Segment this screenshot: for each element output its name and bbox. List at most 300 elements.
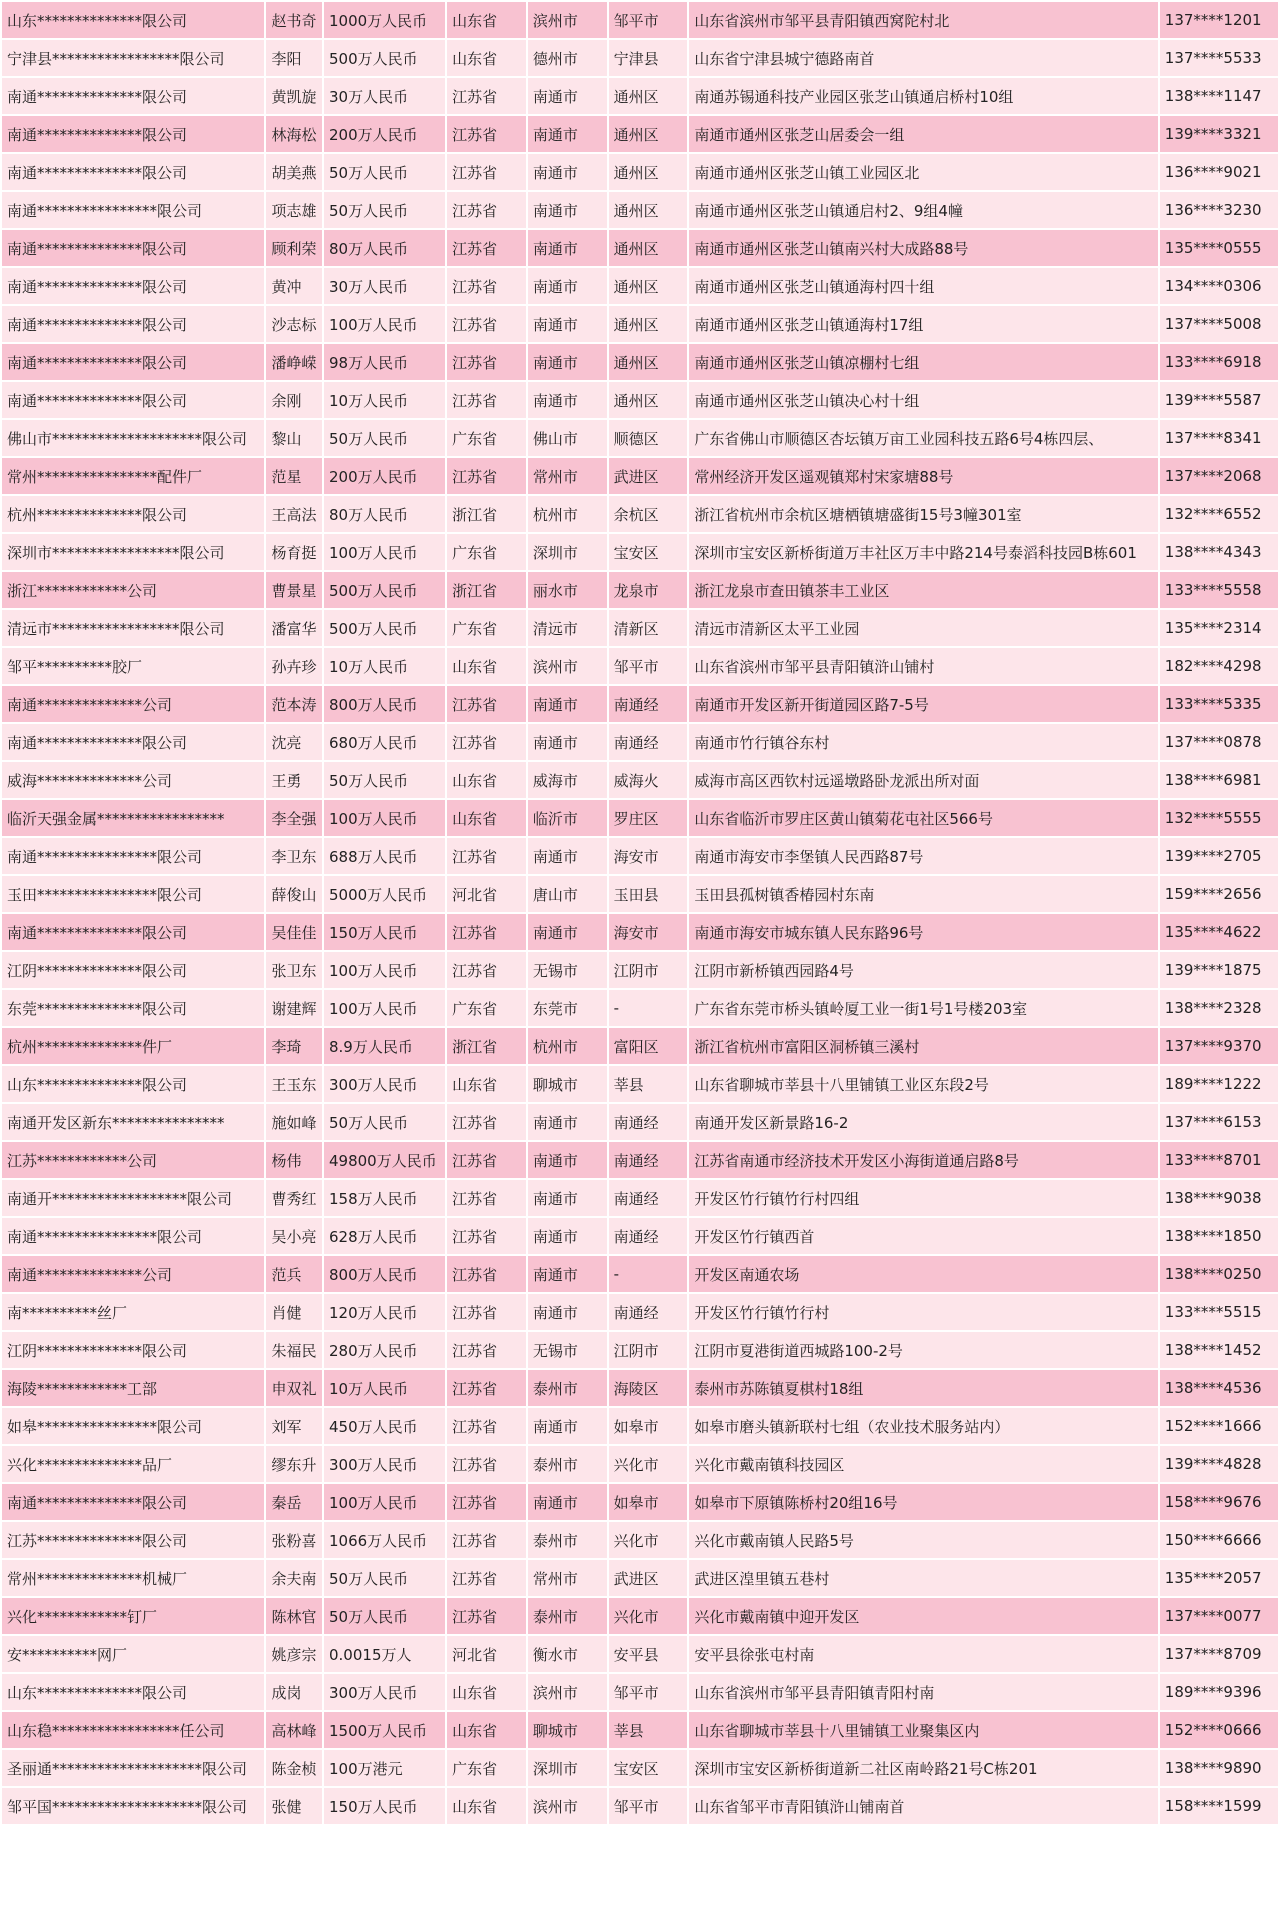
table-row	[2, 572, 1278, 608]
district-cell: 龙泉市	[609, 572, 688, 608]
district-cell: 兴化市	[609, 1598, 688, 1634]
city-cell: 南通市	[528, 1142, 607, 1178]
province-cell: 山东省	[447, 648, 526, 684]
district-cell: 南通经	[609, 1294, 688, 1330]
city-cell: 无锡市	[528, 952, 607, 988]
province-cell: 江苏省	[447, 192, 526, 228]
company-name-cell: 圣丽通********************限公司	[2, 1750, 264, 1786]
address-cell: 武进区湟里镇五巷村	[689, 1560, 1157, 1596]
phone-cell: 138****4536	[1160, 1370, 1278, 1406]
province-cell: 山东省	[447, 1712, 526, 1748]
registered-capital-cell: 50万人民币	[324, 192, 445, 228]
address-cell: 安平县徐张屯村南	[689, 1636, 1157, 1672]
address-cell: 南通市竹行镇谷东村	[689, 724, 1157, 760]
phone-cell: 133****6918	[1160, 344, 1278, 380]
district-cell: 通州区	[609, 230, 688, 266]
table-row	[2, 1218, 1278, 1254]
contact-name-cell: 吴小亮	[266, 1218, 322, 1254]
province-cell: 江苏省	[447, 382, 526, 418]
province-cell: 江苏省	[447, 78, 526, 114]
district-cell: 顺德区	[609, 420, 688, 456]
district-cell: 莘县	[609, 1066, 688, 1102]
table-row	[2, 1332, 1278, 1368]
registered-capital-cell: 300万人民币	[324, 1674, 445, 1710]
district-cell: 清新区	[609, 610, 688, 646]
district-cell: 江阴市	[609, 952, 688, 988]
contact-name-cell: 成岗	[266, 1674, 322, 1710]
contact-name-cell: 范星	[266, 458, 322, 494]
company-name-cell: 南通****************限公司	[2, 1218, 264, 1254]
company-name-cell: 宁津县*****************限公司	[2, 40, 264, 76]
address-cell: 广东省佛山市顺德区杏坛镇万亩工业园科技五路6号4栋四层、	[689, 420, 1157, 456]
table-row	[2, 1408, 1278, 1444]
company-name-cell: 兴化************钉厂	[2, 1598, 264, 1634]
district-cell: 兴化市	[609, 1522, 688, 1558]
phone-cell: 138****4343	[1160, 534, 1278, 570]
registered-capital-cell: 5000万人民币	[324, 876, 445, 912]
province-cell: 江苏省	[447, 914, 526, 950]
registered-capital-cell: 150万人民币	[324, 1788, 445, 1824]
district-cell: 南通经	[609, 686, 688, 722]
table-row	[2, 268, 1278, 304]
company-name-cell: 山东**************限公司	[2, 2, 264, 38]
city-cell: 南通市	[528, 116, 607, 152]
phone-cell: 137****0077	[1160, 1598, 1278, 1634]
district-cell: 通州区	[609, 154, 688, 190]
company-name-cell: 南**********丝厂	[2, 1294, 264, 1330]
phone-cell: 182****4298	[1160, 648, 1278, 684]
registered-capital-cell: 500万人民币	[324, 40, 445, 76]
address-cell: 如皋市下原镇陈桥村20组16号	[689, 1484, 1157, 1520]
company-name-cell: 邹平**********胶厂	[2, 648, 264, 684]
address-cell: 江苏省南通市经济技术开发区小海街道通启路8号	[689, 1142, 1157, 1178]
registered-capital-cell: 30万人民币	[324, 78, 445, 114]
contact-name-cell: 赵书奇	[266, 2, 322, 38]
contact-name-cell: 沈亮	[266, 724, 322, 760]
district-cell: -	[609, 990, 688, 1026]
phone-cell: 138****6981	[1160, 762, 1278, 798]
registered-capital-cell: 49800万人民币	[324, 1142, 445, 1178]
city-cell: 南通市	[528, 268, 607, 304]
province-cell: 江苏省	[447, 1484, 526, 1520]
table-row	[2, 1750, 1278, 1786]
city-cell: 唐山市	[528, 876, 607, 912]
registered-capital-cell: 1066万人民币	[324, 1522, 445, 1558]
company-name-cell: 南通**************限公司	[2, 268, 264, 304]
registered-capital-cell: 300万人民币	[324, 1066, 445, 1102]
registered-capital-cell: 1000万人民币	[324, 2, 445, 38]
table-row	[2, 1028, 1278, 1064]
city-cell: 杭州市	[528, 1028, 607, 1064]
city-cell: 南通市	[528, 230, 607, 266]
city-cell: 滨州市	[528, 1674, 607, 1710]
city-cell: 南通市	[528, 838, 607, 874]
company-name-cell: 江苏************公司	[2, 1142, 264, 1178]
address-cell: 兴化市戴南镇中迎开发区	[689, 1598, 1157, 1634]
contact-name-cell: 王高法	[266, 496, 322, 532]
address-cell: 清远市清新区太平工业园	[689, 610, 1157, 646]
address-cell: 南通市通州区张芝山镇凉棚村七组	[689, 344, 1157, 380]
company-name-cell: 江阴**************限公司	[2, 952, 264, 988]
province-cell: 山东省	[447, 1066, 526, 1102]
city-cell: 深圳市	[528, 534, 607, 570]
district-cell: 如皋市	[609, 1408, 688, 1444]
table-row	[2, 306, 1278, 342]
phone-cell: 137****8341	[1160, 420, 1278, 456]
district-cell: 海安市	[609, 838, 688, 874]
province-cell: 江苏省	[447, 1104, 526, 1140]
contact-name-cell: 李全强	[266, 800, 322, 836]
registered-capital-cell: 50万人民币	[324, 1598, 445, 1634]
company-name-cell: 海陵************工部	[2, 1370, 264, 1406]
table-row	[2, 2, 1278, 38]
registered-capital-cell: 100万人民币	[324, 1484, 445, 1520]
province-cell: 山东省	[447, 800, 526, 836]
city-cell: 泰州市	[528, 1446, 607, 1482]
company-name-cell: 杭州**************件厂	[2, 1028, 264, 1064]
city-cell: 威海市	[528, 762, 607, 798]
company-name-cell: 东莞**************限公司	[2, 990, 264, 1026]
table-row	[2, 154, 1278, 190]
table-row	[2, 800, 1278, 836]
contact-name-cell: 顾利荣	[266, 230, 322, 266]
province-cell: 江苏省	[447, 116, 526, 152]
province-cell: 山东省	[447, 762, 526, 798]
province-cell: 山东省	[447, 1788, 526, 1824]
address-cell: 开发区竹行镇竹行村四组	[689, 1180, 1157, 1216]
address-cell: 威海市高区西钦村远遥墩路卧龙派出所对面	[689, 762, 1157, 798]
table-row	[2, 1560, 1278, 1596]
phone-cell: 137****6153	[1160, 1104, 1278, 1140]
district-cell: 通州区	[609, 78, 688, 114]
company-name-cell: 江阴**************限公司	[2, 1332, 264, 1368]
phone-cell: 138****9038	[1160, 1180, 1278, 1216]
phone-cell: 132****6552	[1160, 496, 1278, 532]
address-cell: 南通市通州区张芝山镇工业园区北	[689, 154, 1157, 190]
registered-capital-cell: 120万人民币	[324, 1294, 445, 1330]
company-name-cell: 南通**************限公司	[2, 382, 264, 418]
city-cell: 南通市	[528, 192, 607, 228]
city-cell: 南通市	[528, 1408, 607, 1444]
district-cell: 邹平市	[609, 648, 688, 684]
district-cell: 南通经	[609, 1180, 688, 1216]
city-cell: 南通市	[528, 724, 607, 760]
district-cell: 宝安区	[609, 534, 688, 570]
table-row	[2, 762, 1278, 798]
address-cell: 江阴市新桥镇西园路4号	[689, 952, 1157, 988]
province-cell: 江苏省	[447, 838, 526, 874]
address-cell: 山东省滨州市邹平县青阳镇青阳村南	[689, 1674, 1157, 1710]
table-row	[2, 1256, 1278, 1292]
city-cell: 聊城市	[528, 1066, 607, 1102]
address-cell: 南通市通州区张芝山镇通启村2、9组4幢	[689, 192, 1157, 228]
registered-capital-cell: 50万人民币	[324, 1560, 445, 1596]
registered-capital-cell: 80万人民币	[324, 230, 445, 266]
address-cell: 南通市开发区新开街道园区路7-5号	[689, 686, 1157, 722]
contact-name-cell: 李阳	[266, 40, 322, 76]
address-cell: 山东省聊城市莘县十八里铺镇工业区东段2号	[689, 1066, 1157, 1102]
registered-capital-cell: 50万人民币	[324, 1104, 445, 1140]
registered-capital-cell: 200万人民币	[324, 458, 445, 494]
table-row	[2, 838, 1278, 874]
address-cell: 深圳市宝安区新桥街道新二社区南岭路21号C栋201	[689, 1750, 1157, 1786]
company-name-cell: 山东**************限公司	[2, 1066, 264, 1102]
registered-capital-cell: 500万人民币	[324, 610, 445, 646]
table-row	[2, 382, 1278, 418]
phone-cell: 136****9021	[1160, 154, 1278, 190]
company-name-cell: 南通**************限公司	[2, 116, 264, 152]
phone-cell: 158****9676	[1160, 1484, 1278, 1520]
contact-name-cell: 孙卉珍	[266, 648, 322, 684]
province-cell: 江苏省	[447, 1180, 526, 1216]
phone-cell: 132****5555	[1160, 800, 1278, 836]
city-cell: 南通市	[528, 1218, 607, 1254]
phone-cell: 135****2057	[1160, 1560, 1278, 1596]
company-name-cell: 南通开******************限公司	[2, 1180, 264, 1216]
table-row	[2, 78, 1278, 114]
table-row	[2, 1104, 1278, 1140]
phone-cell: 139****3321	[1160, 116, 1278, 152]
phone-cell: 133****8701	[1160, 1142, 1278, 1178]
registered-capital-cell: 200万人民币	[324, 116, 445, 152]
registered-capital-cell: 1500万人民币	[324, 1712, 445, 1748]
registered-capital-cell: 50万人民币	[324, 762, 445, 798]
phone-cell: 134****0306	[1160, 268, 1278, 304]
contact-name-cell: 黄冲	[266, 268, 322, 304]
phone-cell: 139****1875	[1160, 952, 1278, 988]
company-name-cell: 南通**************限公司	[2, 1484, 264, 1520]
address-cell: 南通市通州区张芝山居委会一组	[689, 116, 1157, 152]
city-cell: 常州市	[528, 1560, 607, 1596]
address-cell: 南通开发区新景路16-2	[689, 1104, 1157, 1140]
registered-capital-cell: 10万人民币	[324, 648, 445, 684]
address-cell: 江阴市夏港街道西城路100-2号	[689, 1332, 1157, 1368]
province-cell: 江苏省	[447, 1142, 526, 1178]
city-cell: 德州市	[528, 40, 607, 76]
company-name-cell: 威海**************公司	[2, 762, 264, 798]
district-cell: 通州区	[609, 116, 688, 152]
district-cell: 威海火	[609, 762, 688, 798]
table-row	[2, 1066, 1278, 1102]
table-row	[2, 1598, 1278, 1634]
district-cell: 南通经	[609, 1142, 688, 1178]
city-cell: 南通市	[528, 1180, 607, 1216]
district-cell: 江阴市	[609, 1332, 688, 1368]
province-cell: 江苏省	[447, 1332, 526, 1368]
address-cell: 南通市通州区张芝山镇南兴村大成路88号	[689, 230, 1157, 266]
table-row	[2, 1484, 1278, 1520]
contact-name-cell: 范本涛	[266, 686, 322, 722]
phone-cell: 138****1850	[1160, 1218, 1278, 1254]
address-cell: 南通苏锡通科技产业园区张芝山镇通启桥村10组	[689, 78, 1157, 114]
registered-capital-cell: 100万人民币	[324, 534, 445, 570]
registered-capital-cell: 80万人民币	[324, 496, 445, 532]
phone-cell: 138****2328	[1160, 990, 1278, 1026]
contact-name-cell: 李琦	[266, 1028, 322, 1064]
district-cell: 通州区	[609, 306, 688, 342]
registered-capital-cell: 500万人民币	[324, 572, 445, 608]
phone-cell: 133****5515	[1160, 1294, 1278, 1330]
province-cell: 江苏省	[447, 1560, 526, 1596]
city-cell: 南通市	[528, 1484, 607, 1520]
table-row	[2, 1522, 1278, 1558]
registered-capital-cell: 8.9万人民币	[324, 1028, 445, 1064]
district-cell: 通州区	[609, 192, 688, 228]
table-row	[2, 648, 1278, 684]
company-name-cell: 南通**************限公司	[2, 230, 264, 266]
registered-capital-cell: 688万人民币	[324, 838, 445, 874]
city-cell: 泰州市	[528, 1370, 607, 1406]
registered-capital-cell: 10万人民币	[324, 1370, 445, 1406]
address-cell: 开发区南通农场	[689, 1256, 1157, 1292]
contact-name-cell: 项志雄	[266, 192, 322, 228]
contact-name-cell: 胡美燕	[266, 154, 322, 190]
province-cell: 广东省	[447, 610, 526, 646]
contact-name-cell: 潘峥嵘	[266, 344, 322, 380]
address-cell: 山东省宁津县城宁德路南首	[689, 40, 1157, 76]
table-row	[2, 1446, 1278, 1482]
city-cell: 杭州市	[528, 496, 607, 532]
city-cell: 南通市	[528, 306, 607, 342]
address-cell: 山东省聊城市莘县十八里铺镇工业聚集区内	[689, 1712, 1157, 1748]
registered-capital-cell: 450万人民币	[324, 1408, 445, 1444]
address-cell: 兴化市戴南镇科技园区	[689, 1446, 1157, 1482]
address-cell: 浙江省杭州市富阳区洞桥镇三溪村	[689, 1028, 1157, 1064]
table-row	[2, 420, 1278, 456]
contact-name-cell: 谢建辉	[266, 990, 322, 1026]
district-cell: 富阳区	[609, 1028, 688, 1064]
phone-cell: 152****1666	[1160, 1408, 1278, 1444]
company-name-cell: 常州****************配件厂	[2, 458, 264, 494]
contact-name-cell: 陈林官	[266, 1598, 322, 1634]
phone-cell: 138****0250	[1160, 1256, 1278, 1292]
company-name-cell: 杭州**************限公司	[2, 496, 264, 532]
city-cell: 深圳市	[528, 1750, 607, 1786]
company-name-cell: 南通**************限公司	[2, 306, 264, 342]
city-cell: 清远市	[528, 610, 607, 646]
registered-capital-cell: 300万人民币	[324, 1446, 445, 1482]
phone-cell: 189****9396	[1160, 1674, 1278, 1710]
contact-name-cell: 王玉东	[266, 1066, 322, 1102]
table-row	[2, 344, 1278, 380]
city-cell: 南通市	[528, 382, 607, 418]
phone-cell: 133****5558	[1160, 572, 1278, 608]
company-name-cell: 山东**************限公司	[2, 1674, 264, 1710]
address-cell: 泰州市苏陈镇夏棋村18组	[689, 1370, 1157, 1406]
table-row	[2, 914, 1278, 950]
district-cell: 宁津县	[609, 40, 688, 76]
district-cell: 通州区	[609, 344, 688, 380]
province-cell: 浙江省	[447, 1028, 526, 1064]
district-cell: 宝安区	[609, 1750, 688, 1786]
table-row	[2, 1712, 1278, 1748]
province-cell: 江苏省	[447, 1256, 526, 1292]
city-cell: 南通市	[528, 1104, 607, 1140]
registered-capital-cell: 280万人民币	[324, 1332, 445, 1368]
company-name-cell: 南通**************限公司	[2, 914, 264, 950]
phone-cell: 189****1222	[1160, 1066, 1278, 1102]
registered-capital-cell: 50万人民币	[324, 420, 445, 456]
contact-name-cell: 余刚	[266, 382, 322, 418]
table-row	[2, 686, 1278, 722]
table-row	[2, 876, 1278, 912]
contact-name-cell: 肖健	[266, 1294, 322, 1330]
table-row	[2, 230, 1278, 266]
city-cell: 佛山市	[528, 420, 607, 456]
registered-capital-cell: 100万人民币	[324, 306, 445, 342]
company-name-cell: 南通**************限公司	[2, 724, 264, 760]
registered-capital-cell: 10万人民币	[324, 382, 445, 418]
province-cell: 江苏省	[447, 1446, 526, 1482]
table-row	[2, 952, 1278, 988]
company-name-cell: 南通**************公司	[2, 1256, 264, 1292]
phone-cell: 158****1599	[1160, 1788, 1278, 1824]
phone-cell: 139****4828	[1160, 1446, 1278, 1482]
table-body	[2, 2, 1278, 1824]
contact-name-cell: 张粉喜	[266, 1522, 322, 1558]
district-cell: 如皋市	[609, 1484, 688, 1520]
registered-capital-cell: 150万人民币	[324, 914, 445, 950]
contact-name-cell: 黄凯旋	[266, 78, 322, 114]
address-cell: 浙江省杭州市余杭区塘栖镇塘盛街15号3幢301室	[689, 496, 1157, 532]
phone-cell: 137****5008	[1160, 306, 1278, 342]
company-name-cell: 如皋****************限公司	[2, 1408, 264, 1444]
province-cell: 江苏省	[447, 1522, 526, 1558]
province-cell: 江苏省	[447, 230, 526, 266]
phone-cell: 138****9890	[1160, 1750, 1278, 1786]
phone-cell: 137****8709	[1160, 1636, 1278, 1672]
contact-name-cell: 沙志标	[266, 306, 322, 342]
company-name-cell: 南通****************限公司	[2, 838, 264, 874]
registered-capital-cell: 100万港元	[324, 1750, 445, 1786]
registered-capital-cell: 800万人民币	[324, 1256, 445, 1292]
contact-name-cell: 姚彦宗	[266, 1636, 322, 1672]
table-row	[2, 610, 1278, 646]
address-cell: 玉田县孤树镇香椿园村东南	[689, 876, 1157, 912]
province-cell: 江苏省	[447, 344, 526, 380]
company-name-cell: 南通**************限公司	[2, 78, 264, 114]
district-cell: 武进区	[609, 1560, 688, 1596]
company-name-cell: 清远市*****************限公司	[2, 610, 264, 646]
phone-cell: 150****6666	[1160, 1522, 1278, 1558]
city-cell: 滨州市	[528, 1788, 607, 1824]
district-cell: 海陵区	[609, 1370, 688, 1406]
district-cell: 南通经	[609, 1104, 688, 1140]
company-name-cell: 兴化**************品厂	[2, 1446, 264, 1482]
province-cell: 江苏省	[447, 686, 526, 722]
registered-capital-cell: 100万人民币	[324, 952, 445, 988]
table-row	[2, 192, 1278, 228]
phone-cell: 135****0555	[1160, 230, 1278, 266]
address-cell: 南通市通州区张芝山镇决心村十组	[689, 382, 1157, 418]
company-name-cell: 邹平国********************限公司	[2, 1788, 264, 1824]
address-cell: 南通市海安市城东镇人民东路96号	[689, 914, 1157, 950]
company-name-cell: 深圳市*****************限公司	[2, 534, 264, 570]
registered-capital-cell: 98万人民币	[324, 344, 445, 380]
phone-cell: 139****2705	[1160, 838, 1278, 874]
registered-capital-cell: 100万人民币	[324, 990, 445, 1026]
contact-name-cell: 余夫南	[266, 1560, 322, 1596]
city-cell: 东莞市	[528, 990, 607, 1026]
province-cell: 江苏省	[447, 1370, 526, 1406]
contact-name-cell: 潘富华	[266, 610, 322, 646]
address-cell: 如皋市磨头镇新联村七组（农业技术服务站内）	[689, 1408, 1157, 1444]
registered-capital-cell: 628万人民币	[324, 1218, 445, 1254]
company-name-cell: 江苏**************限公司	[2, 1522, 264, 1558]
phone-cell: 137****9370	[1160, 1028, 1278, 1064]
phone-cell: 138****1452	[1160, 1332, 1278, 1368]
province-cell: 江苏省	[447, 1218, 526, 1254]
